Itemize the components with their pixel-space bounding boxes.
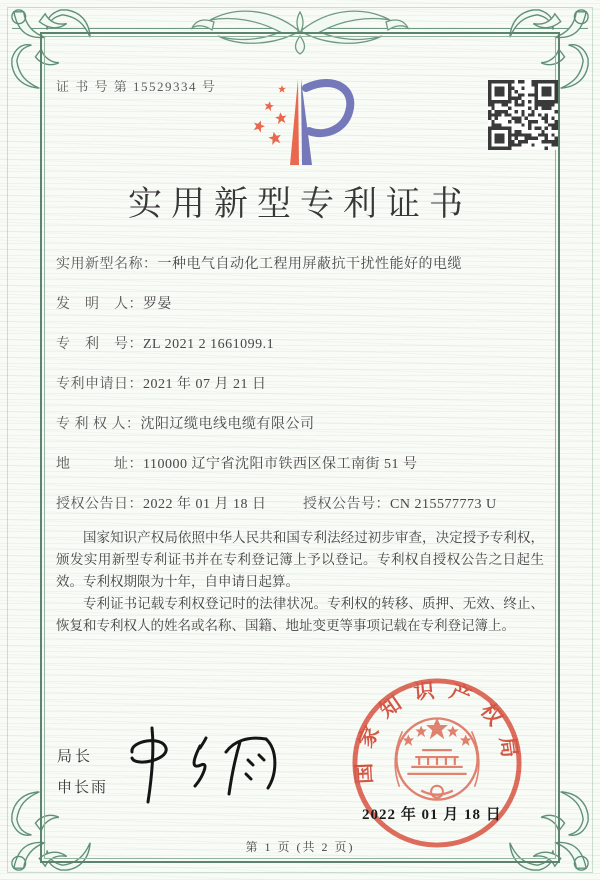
national-emblem-icon: [395, 719, 479, 800]
commissioner-signature: [118, 722, 298, 806]
field-value: ZL 2021 2 1661099.1: [143, 337, 275, 352]
field-label: 授权公告日：: [56, 497, 143, 512]
field-filing-date: [56, 376, 554, 416]
cnipa-logo: [232, 74, 368, 168]
field-value: 110000 辽宁省沈阳市铁西区保工南街 51 号: [143, 457, 418, 472]
page-number: 第 1 页 (共 2 页): [245, 840, 355, 854]
legal-paragraph-1: 国家知识产权局依照中华人民共和国专利法经过初步审查，决定授予专利权，颁发实用新型专利证书并在专利登记簿上予以登记。专利权自授权公告之日起生效。专利权期限为十年，自申请日起算。: [56, 530, 544, 589]
field-utility-model-name: [56, 256, 554, 296]
field-label: 专 利 号：: [56, 337, 143, 352]
field-label: 实用新型名称：: [56, 257, 158, 272]
certificate-number: 证 书 号 第 15529334 号: [56, 79, 217, 94]
field-value: 沈阳辽缆电线电缆有限公司: [140, 417, 315, 432]
legal-paragraph-2: 专利证书记载专利权登记时的法律状况。专利权的转移、质押、无效、终止、恢复和专利权人的姓名或名称、国籍、地址变更等事项记载在专利登记簿上。: [56, 596, 544, 633]
qr-code-icon: [488, 80, 558, 150]
field-label: 发 明 人：: [56, 297, 143, 312]
seal-agency-text: 国家知识产权局: [353, 679, 522, 785]
legal-text: [56, 527, 544, 637]
field-inventor: [56, 296, 554, 336]
field-label: 专利申请日：: [56, 377, 143, 392]
field-grant-number: [303, 496, 497, 514]
field-value: 2022 年 01 月 18 日: [143, 497, 267, 512]
document-title: 实用新型专利证书: [128, 186, 472, 223]
field-value: CN 215577773 U: [390, 497, 497, 512]
field-label: 专 利 权 人：: [56, 417, 141, 432]
field-label: 授权公告号：: [303, 497, 390, 512]
commissioner-title: 局长: [57, 749, 94, 765]
field-address: [56, 456, 554, 496]
field-list: [56, 256, 554, 536]
star-icon: [252, 85, 288, 145]
field-value: 2021 年 07 月 21 日: [143, 377, 267, 392]
field-patentee: [56, 416, 554, 456]
field-label: 地 址：: [56, 457, 143, 472]
field-value: 罗晏: [143, 297, 172, 312]
field-patent-number: [56, 336, 554, 376]
official-seal: [348, 674, 526, 852]
grant-date-stamp: 2022 年 01 月 18 日: [362, 807, 502, 823]
commissioner-name: 申长雨: [57, 780, 109, 796]
field-value: 一种电气自动化工程用屏蔽抗干扰性能好的电缆: [157, 257, 462, 272]
top-rule-line: [12, 28, 588, 29]
